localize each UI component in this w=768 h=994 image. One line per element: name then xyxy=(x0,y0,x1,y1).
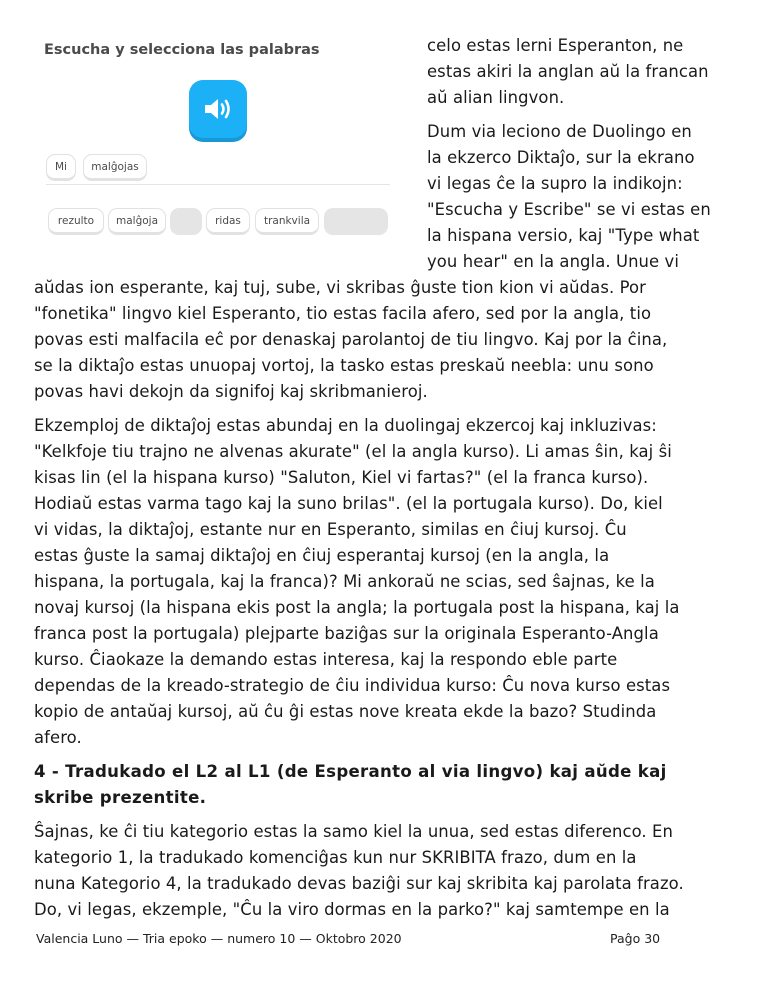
text-line: "Escucha y Escribe" se vi estas en xyxy=(427,200,711,219)
text-line: celo estas lerni Esperanton, ne xyxy=(427,36,684,55)
text-line: nuna Kategorio 4, la tradukado devas baziĝi sur kaj skribita kaj parolata frazo. xyxy=(34,874,684,893)
text-line: "fonetika" lingvo kiel Esperanto, tio estas facila afero, sed por la angla, tio xyxy=(34,304,652,323)
text-line: povas esti malfacila eĉ por denaskaj parolantoj de tiu lingvo. Kaj por la ĉina, xyxy=(34,330,668,349)
text-line: vi legas ĉe la supro la indikojn: xyxy=(427,174,683,193)
text-line: kopio de antaŭaj kursoj, aŭ ĉu ĝi estas nove kreata ekde la bazo? Studinda xyxy=(34,702,657,721)
text-line: se la diktaĵo estas unuopaj vortoj, la tasko estas preskaŭ neebla: unu sono xyxy=(34,356,654,375)
text-line: hispana, la portugala, kaj la franca)? Mi ankoraŭ ne scias, sed ŝajnas, ke la xyxy=(34,572,655,591)
duolingo-screenshot xyxy=(40,36,400,251)
text-line: kisas lin (el la hispana kurso) "Saluton, Kiel vi fartas?" (el la franca kurso). xyxy=(34,468,649,487)
answer-line xyxy=(46,184,390,185)
section-heading: skribe prezentite. xyxy=(34,788,207,807)
text-line: aŭ alian lingvon. xyxy=(427,88,565,107)
section-heading: 4 - Tradukado el L2 al L1 (de Esperanto al via lingvo) kaj aŭde kaj xyxy=(34,762,667,781)
text-line: la hispana versio, kaj "Type what xyxy=(427,226,700,245)
footer-page-number: Paĝo 30 xyxy=(610,931,661,946)
footer-publication: Valencia Luno — Tria epoko — numero 10 — Oktobro 2020 xyxy=(36,931,402,946)
text-line: Hodiaŭ estas varma tago kaj la suno brilas". (el la portugala kurso). Do, kiel xyxy=(34,494,663,513)
text-line: povas havi dekojn da signifoj kaj skribmanieroj. xyxy=(34,382,428,401)
selected-word-chip: malĝojas xyxy=(83,154,147,181)
text-line: estas akiri la anglan aŭ la francan xyxy=(427,62,709,81)
text-line: afero. xyxy=(34,728,82,747)
text-line: dependas de la kreado-strategio de ĉiu individua kurso: Ĉu nova kurso estas xyxy=(34,676,671,695)
text-line: vi vidas, la diktaĵoj, estante nur en Esperanto, similas en ĉiuj kursoj. Ĉu xyxy=(34,520,627,539)
speaker-volume-icon xyxy=(203,96,233,122)
text-line: kategorio 1, la tradukado komenciĝas kun nur SKRIBITA frazo, dum en la xyxy=(34,848,637,867)
text-line: kurso. Ĉiaokaze la demando estas interesa, kaj la respondo eble parte xyxy=(34,650,618,669)
word-bank-chip: malĝoja xyxy=(108,208,166,235)
text-line: estas ĝuste la samaj diktaĵoj en ĉiuj esperantaj kursoj (en la angla, la xyxy=(34,546,610,565)
word-bank-chip: trankvila xyxy=(255,208,319,235)
text-line: Do, vi legas, ekzemple, "Ĉu la viro dormas en la parko?" kaj samtempe en la xyxy=(34,900,670,919)
text-line: Dum via leciono de Duolingo en xyxy=(427,122,692,141)
text-line: novaj kursoj (la hispana ekis post la angla; la portugala post la hispana, kaj la xyxy=(34,598,680,617)
exercise-instruction: Escucha y selecciona las palabras xyxy=(44,42,320,58)
text-line: Ekzemploj de diktaĵoj estas abundaj en la duolingaj ekzercoj kaj inkluzivas: xyxy=(34,416,657,435)
selected-word-chip: Mi xyxy=(46,154,76,181)
text-line: Ŝajnas, ke ĉi tiu kategorio estas la samo kiel la unua, sed estas diferenco. En xyxy=(34,822,674,841)
word-bank-empty-slot xyxy=(324,208,388,235)
text-line: aŭdas ion esperante, kaj tuj, sube, vi skribas ĝuste tion kion vi aŭdas. Por xyxy=(34,278,646,297)
text-line: "Kelkfoje tiu trajno ne alvenas akurate" (el la angla kurso). Li amas ŝin, kaj ŝi xyxy=(34,442,672,461)
word-bank-chip: ridas xyxy=(206,208,250,235)
word-bank-empty-slot xyxy=(170,208,202,235)
text-line: la ekzerco Diktaĵo, sur la ekrano xyxy=(427,148,695,167)
text-line: you hear" en la angla. Unue vi xyxy=(427,252,679,271)
word-bank-chip: rezulto xyxy=(48,208,104,235)
speaker-button xyxy=(189,80,247,138)
text-line: franca post la portugala) plejparte baziĝas sur la originala Esperanto-Angla xyxy=(34,624,659,643)
